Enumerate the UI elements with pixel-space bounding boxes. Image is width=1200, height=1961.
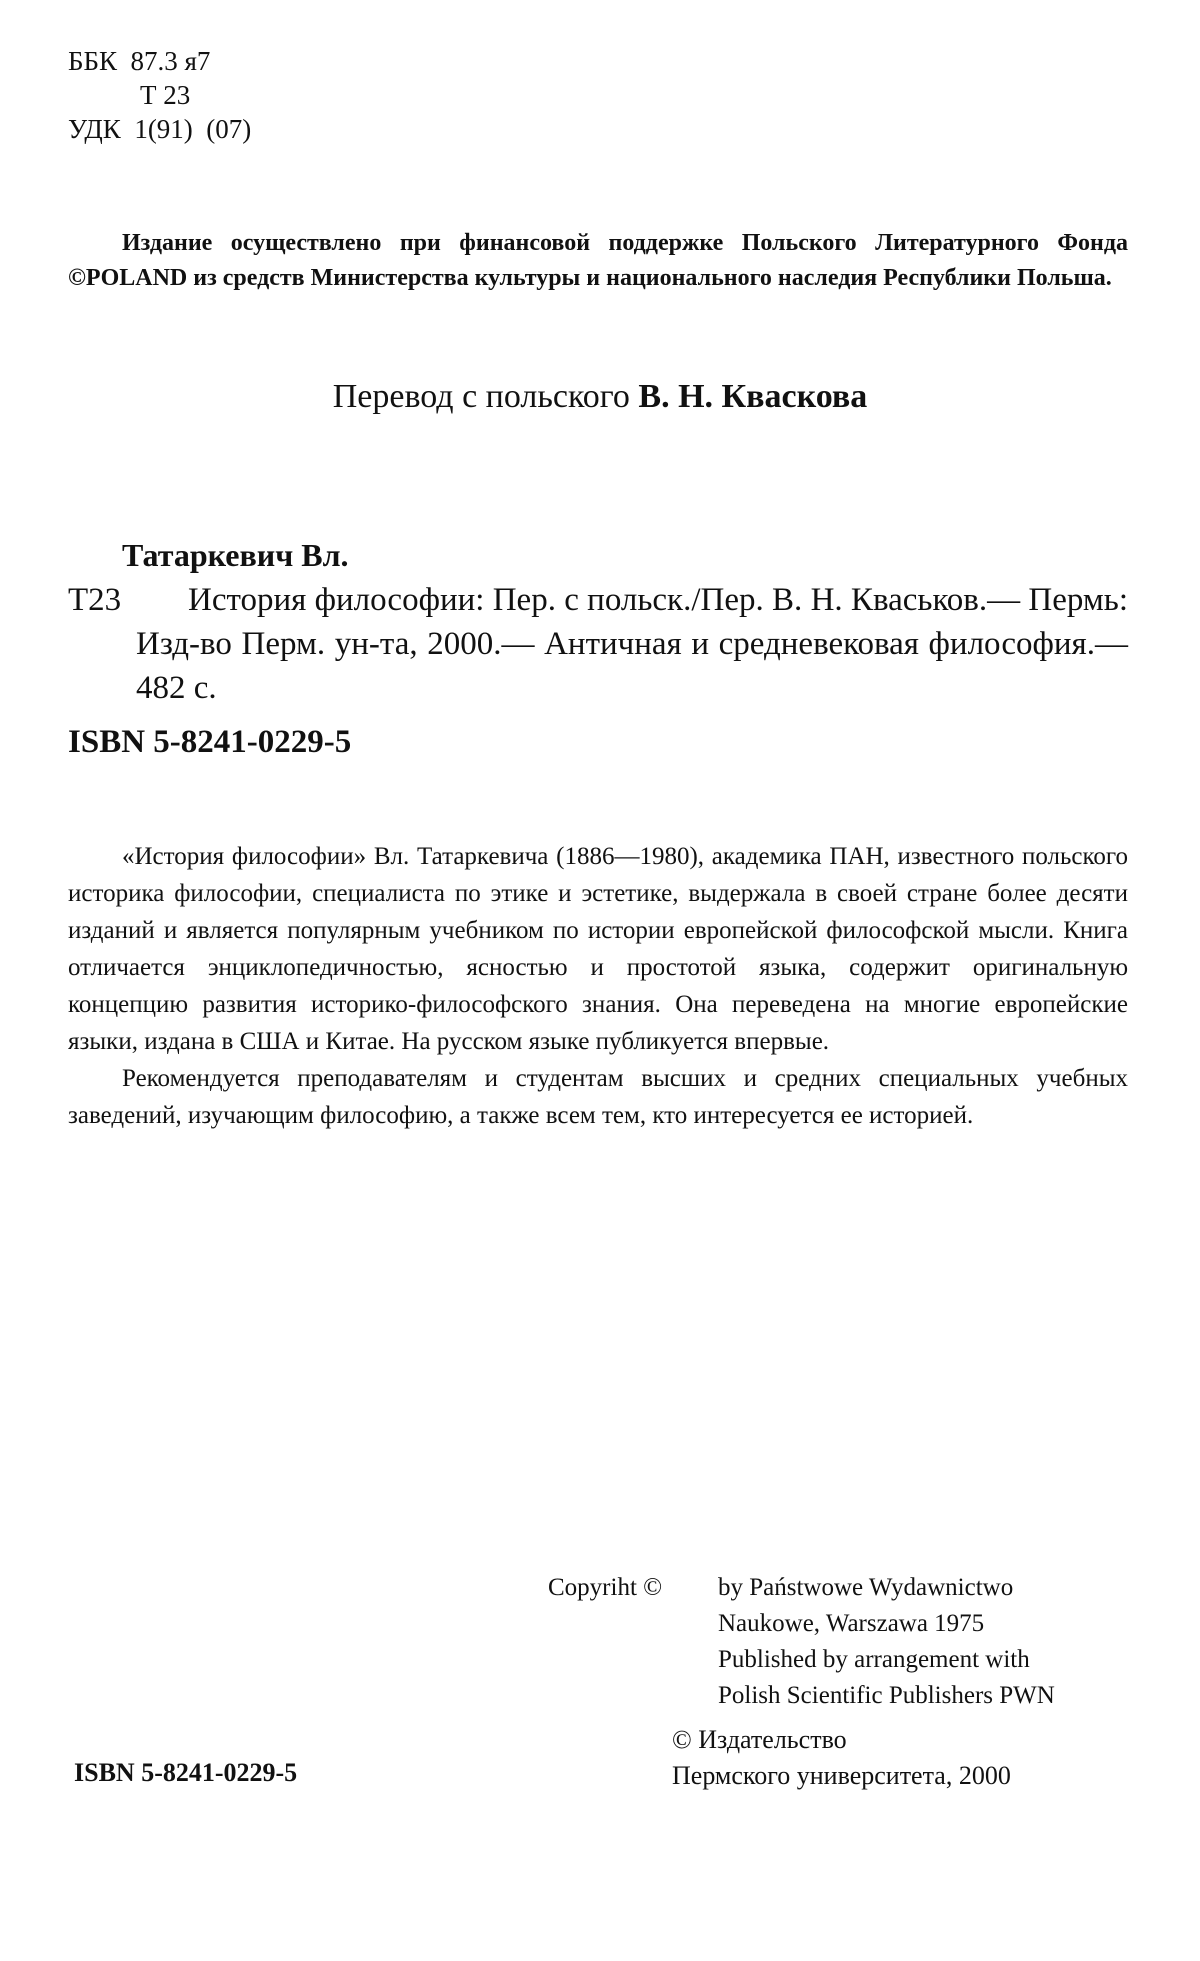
copyright-line-3: Published by arrangement with [718, 1646, 1030, 1673]
record-code: Т23 [68, 582, 122, 618]
bbk-code: ББК 87.3 я7 [68, 46, 211, 76]
publisher-line-2: Пермского университета, 2000 [672, 1761, 1011, 1790]
isbn-bottom: ISBN 5-8241-0229-5 [74, 1758, 298, 1787]
translator-name: В. Н. Кваскова [638, 378, 868, 415]
publisher-line-1: © Издательство [672, 1725, 847, 1754]
translator-prefix: Перевод с польского [332, 378, 639, 415]
translator-line [0, 378, 1200, 416]
copyright-line-4: Polish Scientific Publishers PWN [718, 1682, 1055, 1709]
annotation-paragraph-1: «История философии» Вл. Татаркевича (1886—1980), академика ПАН, известного польского историка философии, специалиста по этике и эстетике, выдержала в своей стране более десяти изданий и является популярным учебником по истории европейской философской мысли. Книга отличается энциклопедичностью, ясностью и простотой языка, содержит оригинальную концепцию развития историко-философского знания. Она переведена на многие европейские языки, издана в США и Китае. На русском языке публикуется впервые. [68, 843, 1128, 1055]
publisher-block [672, 1722, 1132, 1794]
record-description: История философии: Пер. с польск./Пер. В. Н. Кваськов.— Пермь: Изд-во Перм. ун-та, 2000.— Античная и средневековая философия.— 482 с. [136, 582, 1128, 706]
copyright-line-2: Naukowe, Warszawa 1975 [718, 1610, 985, 1637]
record-author: Татаркевич Вл. [122, 537, 349, 573]
copyright-block [548, 1570, 1130, 1714]
funding-note: Издание осуществлено при финансовой поддержке Польского Литературного Фонда ©POLAND из средств Министерства культуры и национального наследия Республики Польша. [68, 230, 1128, 291]
record-isbn: ISBN 5-8241-0229-5 [68, 724, 352, 760]
author-mark: Т 23 [140, 80, 191, 110]
classification-block [68, 44, 251, 146]
annotation [68, 838, 1128, 1134]
copyright-line-1: by Państwowe Wydawnictwo [718, 1574, 1014, 1601]
annotation-paragraph-2: Рекомендуется преподавателям и студентам высших и средних специальных учебных заведений, изучающим философию, а также всем тем, кто интересуется ее историей. [68, 1065, 1128, 1129]
copyright-label: Copyriht © [548, 1574, 663, 1601]
udk-code: УДК 1(91) (07) [68, 114, 252, 144]
